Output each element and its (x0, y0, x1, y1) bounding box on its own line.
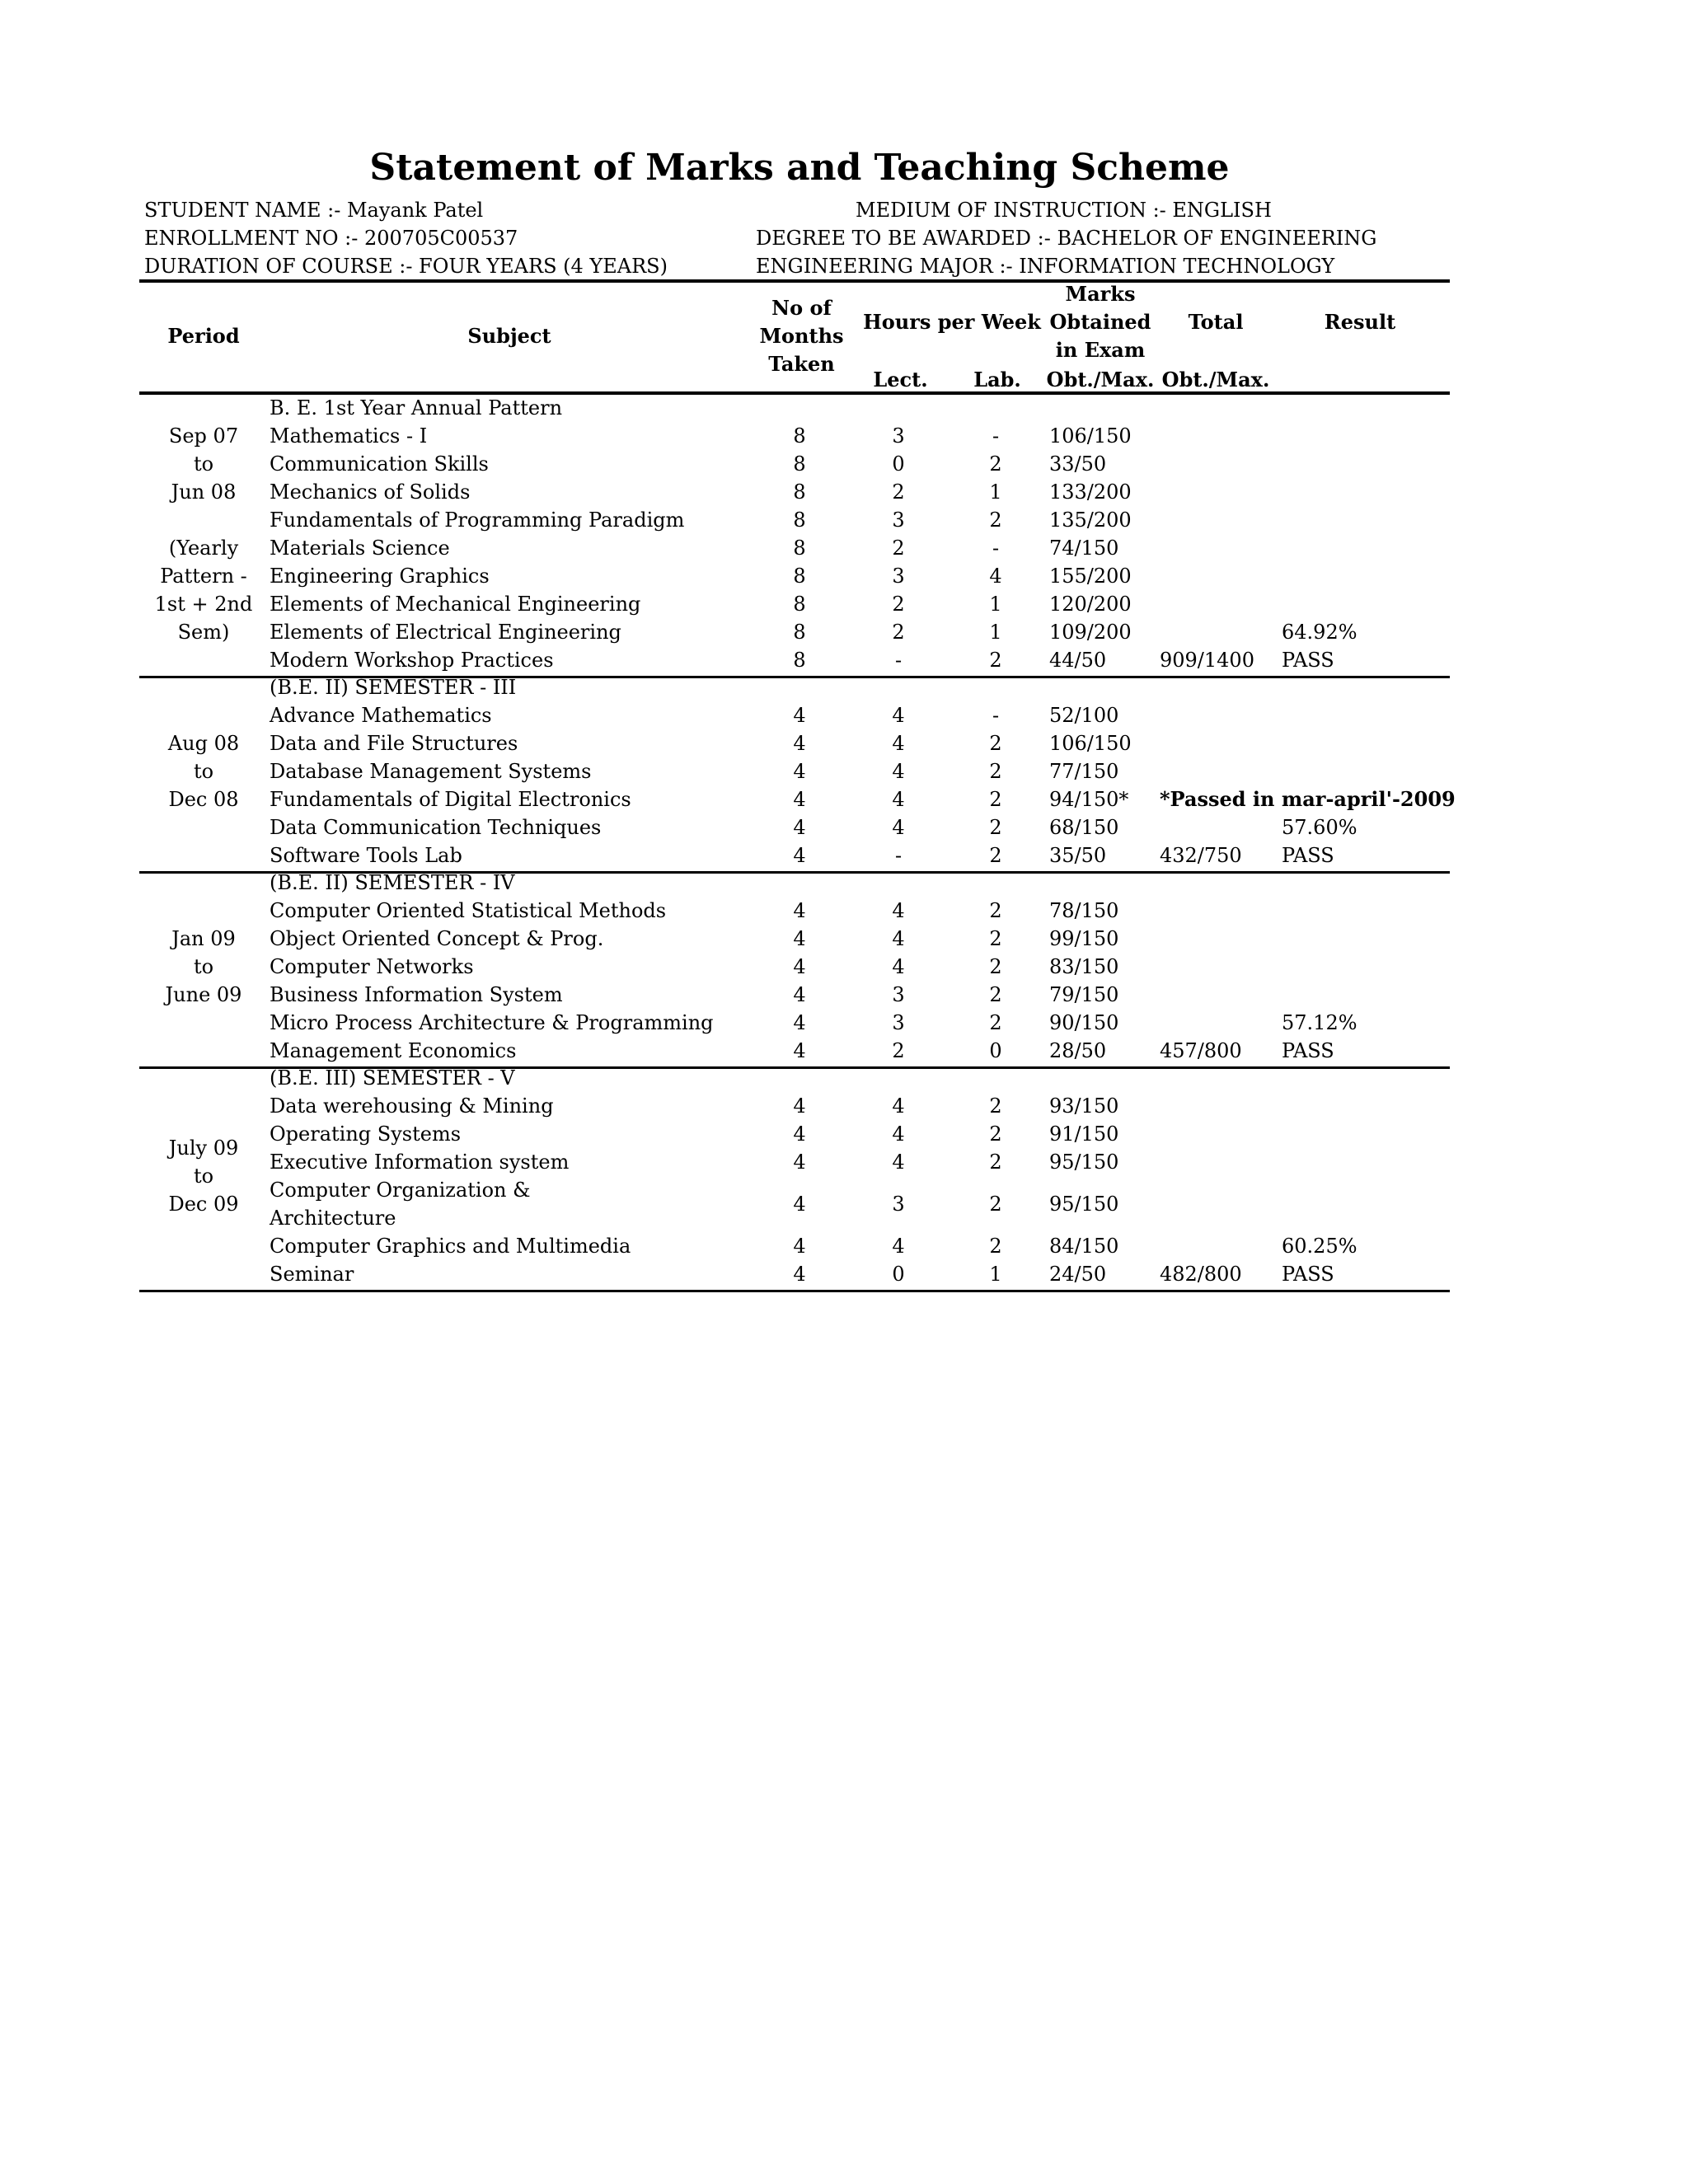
subject-name: Management Economics (270, 1039, 517, 1062)
marks-obtained: 90/150 (1049, 1011, 1119, 1034)
subject-name: Seminar (270, 1263, 354, 1286)
lab-hours: 2 (989, 1094, 1002, 1118)
months-taken: 4 (793, 955, 806, 978)
period-label: Sep 07 (168, 424, 239, 448)
subject-name: Object Oriented Concept & Prog. (270, 927, 604, 950)
result-value: 64.92% (1282, 621, 1357, 644)
lab-hours: 4 (989, 565, 1002, 588)
subject-name: Data Communication Techniques (270, 816, 602, 839)
subject-name: Communication Skills (270, 452, 489, 476)
result-value: PASS (1282, 649, 1334, 672)
lab-hours: 2 (989, 1151, 1002, 1174)
lab-hours: 0 (989, 1039, 1002, 1062)
months-taken: 4 (793, 760, 806, 783)
marks-obtained: 95/150 (1049, 1193, 1119, 1216)
lecture-hours: - (894, 649, 903, 672)
months-taken: 4 (793, 844, 806, 867)
section-heading: (B.E. II) SEMESTER - III (270, 676, 517, 699)
marks-obtained: 84/150 (1049, 1235, 1119, 1258)
marks-obtained: 120/200 (1049, 593, 1132, 616)
total-marks: 482/800 (1160, 1263, 1242, 1286)
lab-hours: - (992, 424, 1000, 448)
lab-hours: - (992, 704, 1000, 727)
marks-obtained: 91/150 (1049, 1122, 1119, 1146)
subject-name: Computer Networks (270, 955, 474, 978)
lecture-hours: 4 (892, 788, 905, 811)
marks-obtained: 106/150 (1049, 732, 1132, 755)
marks-obtained: 74/150 (1049, 537, 1119, 560)
header-months-3: Taken (768, 352, 835, 376)
lab-hours: - (992, 537, 1000, 560)
marks-obtained: 135/200 (1049, 509, 1132, 532)
lecture-hours: 4 (892, 927, 905, 950)
subject-name: Modern Workshop Practices (270, 649, 554, 672)
period-label: 1st + 2nd (154, 593, 253, 616)
lecture-hours: 3 (892, 983, 905, 1006)
marks-obtained: 52/100 (1049, 704, 1119, 727)
months-taken: 4 (793, 704, 806, 727)
header-period: Period (167, 324, 240, 348)
subject-name: Fundamentals of Programming Paradigm (270, 509, 685, 532)
period-label: Dec 08 (168, 788, 239, 811)
header-subject: Subject (467, 324, 551, 348)
months-taken: 4 (793, 1011, 806, 1034)
period-label: to (193, 452, 214, 476)
result-value: PASS (1282, 844, 1334, 867)
months-taken: 8 (793, 621, 806, 644)
subject-name: Micro Process Architecture & Programming (270, 1011, 714, 1034)
subject-name-cont: Architecture (270, 1207, 396, 1230)
marks-obtained: 155/200 (1049, 565, 1132, 588)
lab-hours: 2 (989, 983, 1002, 1006)
lecture-hours: 3 (892, 424, 905, 448)
subject-name: Database Management Systems (270, 760, 592, 783)
lecture-hours: 4 (892, 955, 905, 978)
lecture-hours: 3 (892, 509, 905, 532)
lab-hours: 2 (989, 927, 1002, 950)
months-taken: 4 (793, 816, 806, 839)
lab-hours: 2 (989, 816, 1002, 839)
subject-name: Advance Mathematics (270, 704, 492, 727)
lecture-hours: 0 (892, 452, 905, 476)
period-label: Jan 09 (171, 927, 236, 950)
section-heading: (B.E. III) SEMESTER - V (270, 1066, 515, 1090)
lecture-hours: 2 (892, 480, 905, 504)
months-taken: 8 (793, 649, 806, 672)
marks-obtained: 106/150 (1049, 424, 1132, 448)
marks-obtained: 28/50 (1049, 1039, 1107, 1062)
lecture-hours: - (894, 844, 903, 867)
period-label: (Yearly (168, 537, 239, 560)
total-marks: 457/800 (1160, 1039, 1242, 1062)
header-lect: Lect. (873, 368, 928, 391)
lecture-hours: 4 (892, 1122, 905, 1146)
subject-name: Data and File Structures (270, 732, 518, 755)
passed-note: *Passed in mar-april'-2009 (1160, 787, 1456, 811)
lecture-hours: 2 (892, 1039, 905, 1062)
lecture-hours: 2 (892, 593, 905, 616)
marks-obtained: 133/200 (1049, 480, 1132, 504)
total-marks: 909/1400 (1160, 649, 1254, 672)
lecture-hours: 3 (892, 565, 905, 588)
subject-name: Computer Graphics and Multimedia (270, 1235, 631, 1258)
lab-hours: 2 (989, 844, 1002, 867)
subject-name: Operating Systems (270, 1122, 462, 1146)
lecture-hours: 4 (892, 1094, 905, 1118)
marks-obtained: 33/50 (1049, 452, 1107, 476)
header-result: Result (1324, 310, 1396, 334)
months-taken: 4 (793, 1193, 806, 1216)
section-divider (139, 1290, 1450, 1292)
lab-hours: 2 (989, 760, 1002, 783)
subject-name: Data werehousing & Mining (270, 1094, 554, 1118)
subject-name: Fundamentals of Digital Electronics (270, 788, 631, 811)
months-taken: 8 (793, 537, 806, 560)
lab-hours: 2 (989, 955, 1002, 978)
months-taken: 4 (793, 1094, 806, 1118)
subject-name: Mathematics - I (270, 424, 428, 448)
lecture-hours: 4 (892, 1151, 905, 1174)
subject-name: Business Information System (270, 983, 563, 1006)
header-marks-2: Obtained (1049, 310, 1151, 334)
lab-hours: 2 (989, 649, 1002, 672)
marks-obtained: 78/150 (1049, 899, 1119, 922)
header-marks-3: in Exam (1055, 338, 1146, 362)
student-name: STUDENT NAME :- Mayank Patel (144, 199, 484, 222)
subject-name: Engineering Graphics (270, 565, 490, 588)
period-label: Dec 09 (168, 1193, 239, 1216)
lab-hours: 2 (989, 1235, 1002, 1258)
months-taken: 4 (793, 1122, 806, 1146)
marks-obtained: 93/150 (1049, 1094, 1119, 1118)
months-taken: 4 (793, 1235, 806, 1258)
page-title: Statement of Marks and Teaching Scheme (369, 147, 1230, 189)
marks-obtained: 44/50 (1049, 649, 1107, 672)
result-value: 60.25% (1282, 1235, 1357, 1258)
header-hours-per-week: Hours per Week (863, 310, 1041, 334)
medium-of-instruction: MEDIUM OF INSTRUCTION :- ENGLISH (856, 199, 1272, 222)
months-taken: 8 (793, 565, 806, 588)
header-months-2: Months (759, 324, 844, 348)
marks-obtained: 94/150* (1049, 788, 1129, 811)
header-total: Total (1188, 310, 1244, 334)
marks-obtained: 109/200 (1049, 621, 1132, 644)
months-taken: 4 (793, 1263, 806, 1286)
period-label: July 09 (168, 1137, 239, 1160)
result-value: 57.12% (1282, 1011, 1357, 1034)
months-taken: 4 (793, 788, 806, 811)
header-marks-4: Obt./Max. (1046, 368, 1155, 391)
months-taken: 8 (793, 593, 806, 616)
lab-hours: 1 (989, 1263, 1002, 1286)
lecture-hours: 2 (892, 621, 905, 644)
period-label: to (193, 955, 214, 978)
result-value: PASS (1282, 1263, 1334, 1286)
period-label: June 09 (165, 983, 242, 1006)
lab-hours: 1 (989, 593, 1002, 616)
marks-obtained: 99/150 (1049, 927, 1119, 950)
period-label: to (193, 1165, 214, 1188)
months-taken: 4 (793, 1039, 806, 1062)
lecture-hours: 4 (892, 816, 905, 839)
months-taken: 8 (793, 509, 806, 532)
months-taken: 4 (793, 983, 806, 1006)
period-label: Sem) (177, 621, 230, 644)
header-months-1: No of (771, 296, 832, 320)
result-value: 57.60% (1282, 816, 1357, 839)
lab-hours: 2 (989, 1011, 1002, 1034)
marks-obtained: 77/150 (1049, 760, 1119, 783)
lab-hours: 2 (989, 452, 1002, 476)
marks-obtained: 83/150 (1049, 955, 1119, 978)
months-taken: 8 (793, 452, 806, 476)
lecture-hours: 3 (892, 1193, 905, 1216)
months-taken: 8 (793, 480, 806, 504)
lecture-hours: 4 (892, 760, 905, 783)
degree-awarded: DEGREE TO BE AWARDED :- BACHELOR OF ENGINEERING (756, 227, 1377, 250)
marks-obtained: 35/50 (1049, 844, 1107, 867)
period-label: to (193, 760, 214, 783)
lab-hours: 1 (989, 480, 1002, 504)
subject-name: Mechanics of Solids (270, 480, 471, 504)
lecture-hours: 4 (892, 1235, 905, 1258)
marks-obtained: 95/150 (1049, 1151, 1119, 1174)
subject-name: Materials Science (270, 537, 450, 560)
subject-name: Elements of Electrical Engineering (270, 621, 621, 644)
period-label: Aug 08 (167, 732, 240, 755)
enrollment-no: ENROLLMENT NO :- 200705C00537 (144, 227, 518, 250)
marks-obtained: 68/150 (1049, 816, 1119, 839)
lecture-hours: 3 (892, 1011, 905, 1034)
months-taken: 4 (793, 1151, 806, 1174)
subject-name: Elements of Mechanical Engineering (270, 593, 641, 616)
marks-obtained: 24/50 (1049, 1263, 1107, 1286)
header-lab: Lab. (973, 368, 1021, 391)
subject-name: Software Tools Lab (270, 844, 462, 867)
section-heading: (B.E. II) SEMESTER - IV (270, 871, 515, 894)
lecture-hours: 4 (892, 899, 905, 922)
course-duration: DURATION OF COURSE :- FOUR YEARS (4 YEARS) (144, 255, 668, 278)
engineering-major: ENGINEERING MAJOR :- INFORMATION TECHNOLOGY (756, 255, 1335, 278)
lab-hours: 2 (989, 509, 1002, 532)
marks-obtained: 79/150 (1049, 983, 1119, 1006)
period-label: Pattern - (160, 565, 247, 588)
header-marks-1: Marks (1065, 282, 1136, 306)
header-total-sub: Obt./Max. (1161, 368, 1270, 391)
months-taken: 4 (793, 899, 806, 922)
lab-hours: 2 (989, 732, 1002, 755)
lab-hours: 2 (989, 1193, 1002, 1216)
months-taken: 8 (793, 424, 806, 448)
subject-name: Computer Organization & (270, 1179, 531, 1202)
result-value: PASS (1282, 1039, 1334, 1062)
months-taken: 4 (793, 732, 806, 755)
months-taken: 4 (793, 927, 806, 950)
lecture-hours: 2 (892, 537, 905, 560)
lab-hours: 1 (989, 621, 1002, 644)
section-heading: B. E. 1st Year Annual Pattern (270, 396, 563, 419)
lecture-hours: 4 (892, 704, 905, 727)
period-label: Jun 08 (171, 480, 237, 504)
lab-hours: 2 (989, 899, 1002, 922)
subject-name: Executive Information system (270, 1151, 570, 1174)
lab-hours: 2 (989, 788, 1002, 811)
total-marks: 432/750 (1160, 844, 1242, 867)
lab-hours: 2 (989, 1122, 1002, 1146)
lecture-hours: 4 (892, 732, 905, 755)
subject-name: Computer Oriented Statistical Methods (270, 899, 667, 922)
lecture-hours: 0 (892, 1263, 905, 1286)
